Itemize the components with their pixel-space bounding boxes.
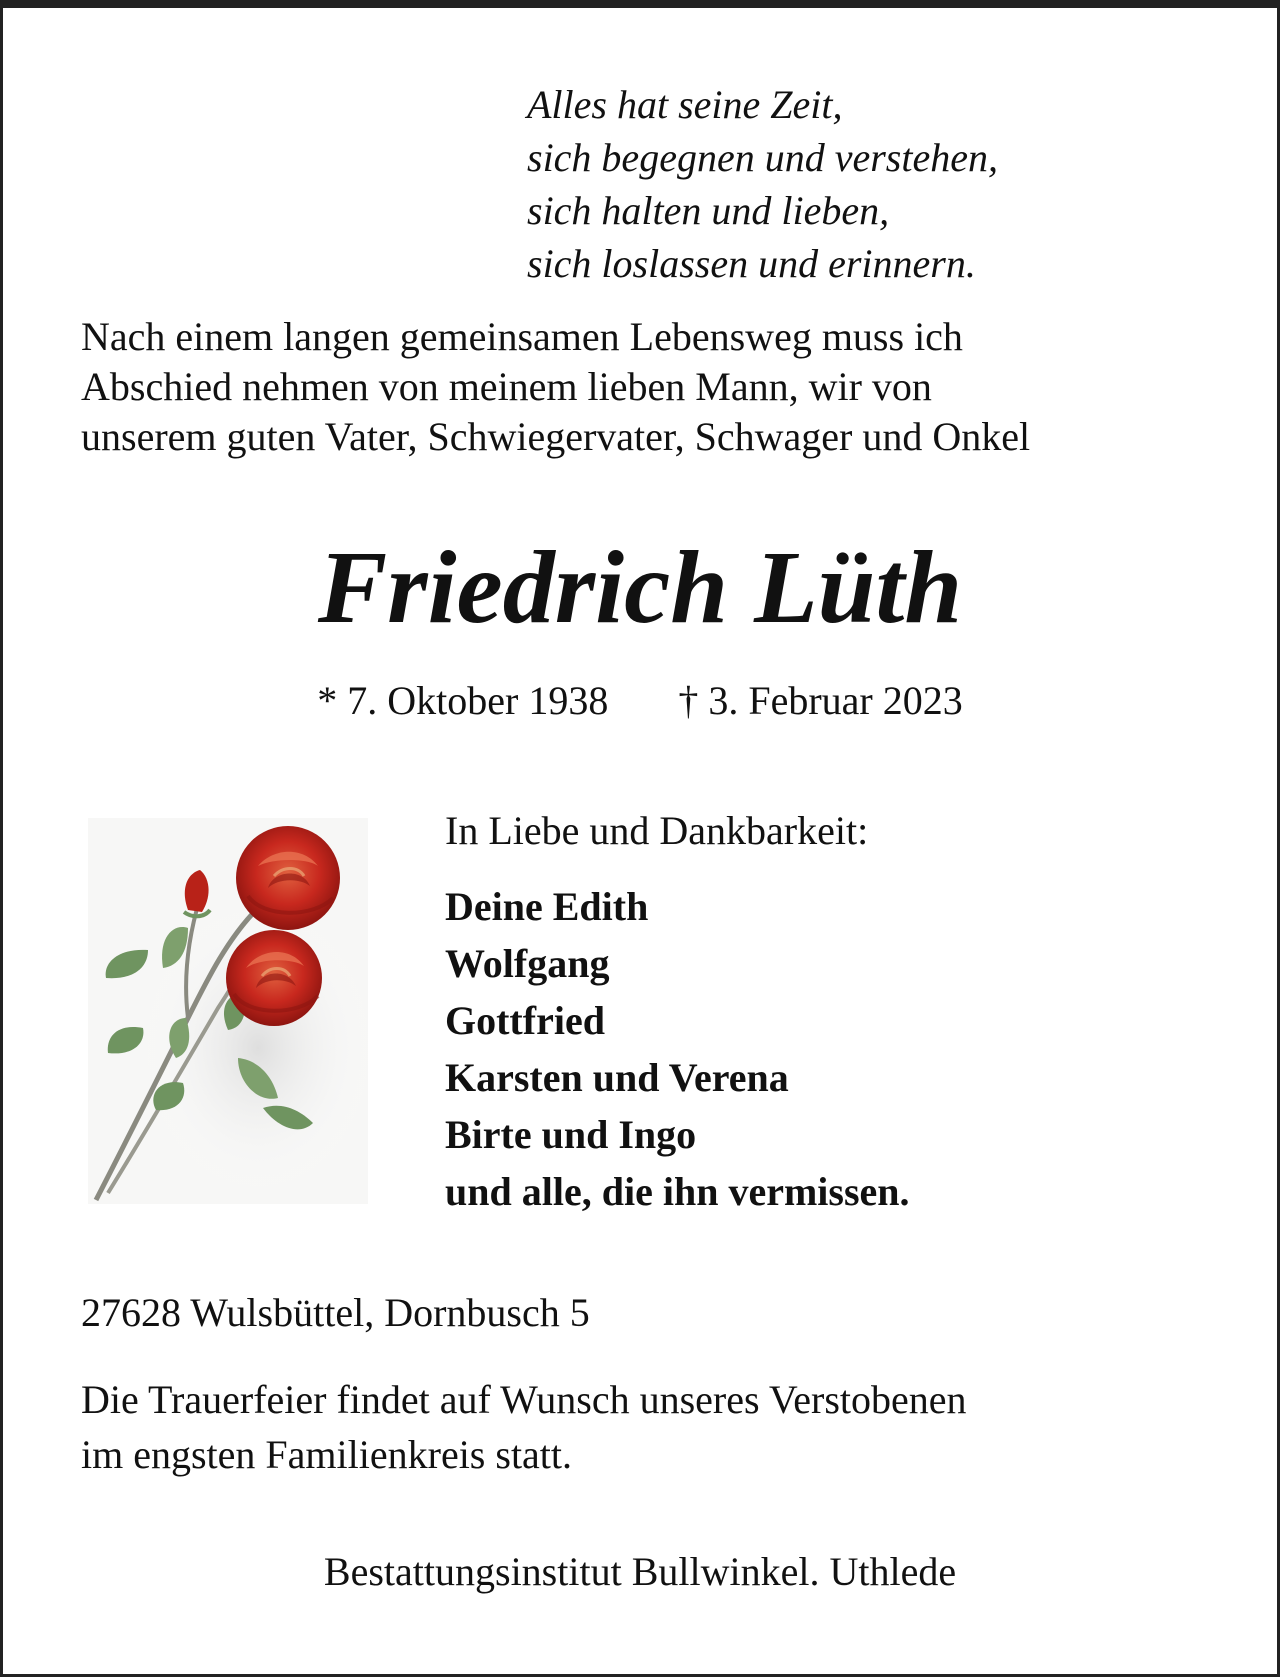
mourner-name: Birte und Ingo: [445, 1112, 697, 1157]
intro-line: Nach einem langen gemeinsamen Lebensweg muss ich: [81, 314, 963, 359]
mourner-name: Wolfgang: [445, 941, 610, 986]
death-date: † 3. Februar 2023: [678, 678, 963, 723]
notice-line: Die Trauerfeier findet auf Wunsch unseres Verstobenen: [81, 1377, 967, 1422]
funeral-notice: [81, 1372, 967, 1482]
mourner-name: Gottfried: [445, 998, 605, 1043]
mourner-name: Karsten und Verena: [445, 1055, 789, 1100]
birth-date: * 7. Oktober 1938: [317, 678, 609, 723]
family-lead: In Liebe und Dankbarkeit:: [445, 808, 869, 853]
mourner-name: Deine Edith: [445, 884, 649, 929]
poem-line: sich loslassen und erinnern.: [527, 241, 976, 286]
intro-text: [81, 312, 1221, 462]
mourner-name: und alle, die ihn vermissen.: [445, 1169, 910, 1214]
poem-line: sich begegnen und verstehen,: [527, 135, 998, 180]
poem: [527, 78, 998, 290]
family-block: [445, 806, 910, 1220]
intro-line: unserem guten Vater, Schwiegervater, Schwager und Onkel: [81, 414, 1031, 459]
undertaker: Bestattungsinstitut Bullwinkel. Uthlede: [323, 1549, 957, 1594]
life-dates: [0, 676, 1280, 726]
poem-line: Alles hat seine Zeit,: [527, 82, 843, 127]
deceased-name: Friedrich Lüth: [317, 530, 963, 645]
intro-line: Abschied nehmen von meinem lieben Mann, wir von: [81, 364, 932, 409]
address: 27628 Wulsbüttel, Dornbusch 5: [81, 1290, 590, 1335]
red-roses-icon: [88, 818, 368, 1204]
notice-line: im engsten Familienkreis statt.: [81, 1432, 573, 1477]
poem-line: sich halten und lieben,: [527, 188, 890, 233]
